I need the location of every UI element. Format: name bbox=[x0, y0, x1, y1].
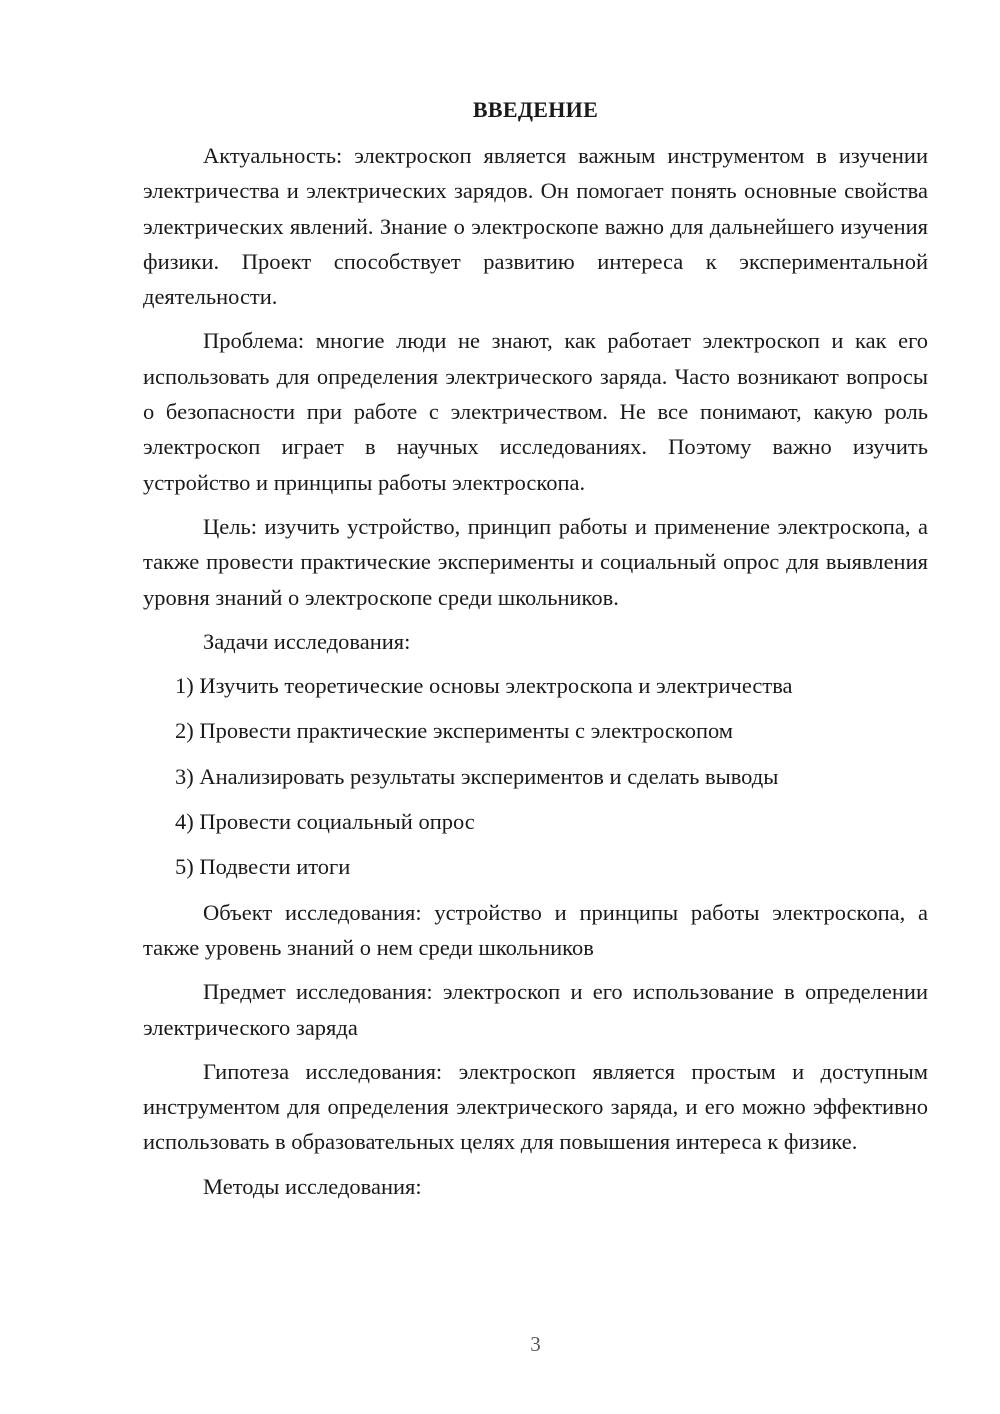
problem-paragraph: Проблема: многие люди не знают, как работает электроскоп и как его использовать для определения электрического заряда. Часто возникают вопросы о безопасности при работе с электричеством. Не все понимают, какую роль электроскоп играет в научных исследованиях. Поэтому важно изучить устройство и принципы работы электроскопа. bbox=[143, 328, 928, 495]
object-paragraph: Объект исследования: устройство и принципы работы электроскопа, а также уровень знаний о нем среди школьников bbox=[143, 899, 928, 960]
list-item: 5) Подвести итоги bbox=[175, 854, 351, 880]
page-title: ВВЕДЕНИЕ bbox=[472, 97, 599, 122]
subject-paragraph: Предмет исследования: электроскоп и его использование в определении электрического заряда bbox=[143, 979, 928, 1040]
list-item: 1) Изучить теоретические основы электроскопа и электричества bbox=[175, 673, 793, 699]
document-page bbox=[143, 94, 928, 1213]
tasks-list bbox=[143, 668, 928, 884]
list-item: 2) Провести практические эксперименты с электроскопом bbox=[175, 718, 734, 744]
goal-paragraph: Цель: изучить устройство, принцип работы и применение электроскопа, а также провести практические эксперименты и социальный опрос для выявления уровня знаний о электроскопе среди школьников. bbox=[143, 513, 928, 610]
relevance-paragraph: Актуальность: электроскоп является важным инструментом в изучении электричества и электрических зарядов. Он помогает понять основные свойства электрических явлений. Знание о электроскопе важно для дальнейшего изучения физики. Проект способствует развитию интереса к экспериментальной деятельности. bbox=[143, 143, 928, 310]
page-number: 3 bbox=[530, 1332, 541, 1356]
hypothesis-paragraph: Гипотеза исследования: электроскоп является простым и доступным инструментом для определения электрического заряда, и его можно эффективно использовать в образовательных целях для повышения интереса к физике. bbox=[143, 1058, 928, 1155]
list-item: 4) Провести социальный опрос bbox=[175, 809, 475, 835]
methods-heading: Методы исследования: bbox=[203, 1173, 422, 1199]
list-item: 3) Анализировать результаты экспериментов и сделать выводы bbox=[175, 763, 779, 789]
tasks-heading: Задачи исследования: bbox=[203, 628, 411, 654]
